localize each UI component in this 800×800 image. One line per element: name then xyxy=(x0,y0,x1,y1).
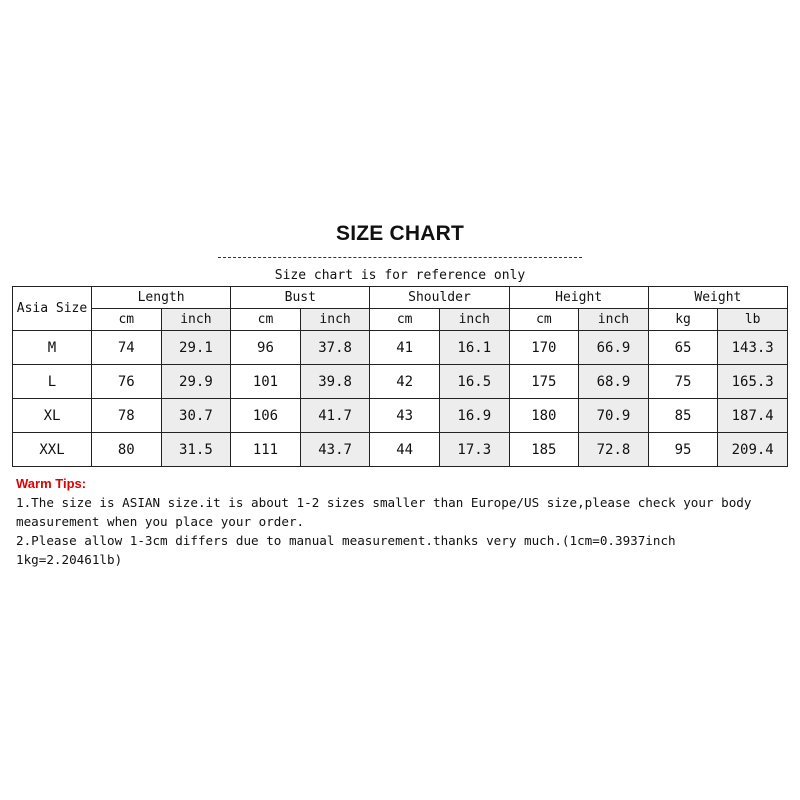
table-cell: 165.3 xyxy=(718,365,788,399)
table-row xyxy=(13,331,788,365)
table-cell: 85 xyxy=(648,399,718,433)
table-cell: 41 xyxy=(370,331,440,365)
table-cell: 39.8 xyxy=(300,365,370,399)
table-cell: 31.5 xyxy=(161,433,231,467)
table-cell: 180 xyxy=(509,399,579,433)
table-cell: 72.8 xyxy=(579,433,649,467)
size-cell: XXL xyxy=(13,433,92,467)
table-cell: 96 xyxy=(231,331,301,365)
tip-line: 1.The size is ASIAN size.it is about 1-2 sizes smaller than Europe/US size,please check your body measurement when you place your order. xyxy=(16,495,752,529)
table-cell: 80 xyxy=(92,433,162,467)
unit-header: cm xyxy=(509,309,579,331)
unit-header: lb xyxy=(718,309,788,331)
table-cell: 16.9 xyxy=(439,399,509,433)
shoulder-header: Shoulder xyxy=(370,287,509,309)
table-cell: 76 xyxy=(92,365,162,399)
unit-header: kg xyxy=(648,309,718,331)
unit-header: cm xyxy=(92,309,162,331)
table-cell: 111 xyxy=(231,433,301,467)
table-cell: 37.8 xyxy=(300,331,370,365)
unit-header: inch xyxy=(579,309,649,331)
table-cell: 65 xyxy=(648,331,718,365)
table-cell: 16.5 xyxy=(439,365,509,399)
table-cell: 43 xyxy=(370,399,440,433)
table-cell: 175 xyxy=(509,365,579,399)
unit-header: cm xyxy=(370,309,440,331)
table-cell: 68.9 xyxy=(579,365,649,399)
table-cell: 66.9 xyxy=(579,331,649,365)
table-cell: 30.7 xyxy=(161,399,231,433)
size-cell: XL xyxy=(13,399,92,433)
table-cell: 16.1 xyxy=(439,331,509,365)
table-cell: 29.9 xyxy=(161,365,231,399)
table-row xyxy=(13,399,788,433)
warm-tips xyxy=(16,474,786,569)
size-column-header: Asia Size xyxy=(13,287,92,331)
bust-header: Bust xyxy=(231,287,370,309)
unit-header: inch xyxy=(300,309,370,331)
table-cell: 17.3 xyxy=(439,433,509,467)
table-cell: 42 xyxy=(370,365,440,399)
size-cell: M xyxy=(13,331,92,365)
table-cell: 185 xyxy=(509,433,579,467)
length-header: Length xyxy=(92,287,231,309)
table-cell: 95 xyxy=(648,433,718,467)
table-cell: 209.4 xyxy=(718,433,788,467)
table-header-row xyxy=(13,287,788,309)
table-cell: 70.9 xyxy=(579,399,649,433)
table-cell: 75 xyxy=(648,365,718,399)
unit-header: inch xyxy=(439,309,509,331)
table-cell: 106 xyxy=(231,399,301,433)
table-cell: 187.4 xyxy=(718,399,788,433)
page-title: SIZE CHART xyxy=(336,222,464,245)
table-cell: 41.7 xyxy=(300,399,370,433)
table-row xyxy=(13,433,788,467)
title-divider xyxy=(218,257,582,258)
table-cell: 78 xyxy=(92,399,162,433)
table-cell: 170 xyxy=(509,331,579,365)
subtitle: Size chart is for reference only xyxy=(274,268,526,283)
size-chart-table xyxy=(12,286,788,467)
size-cell: L xyxy=(13,365,92,399)
table-cell: 29.1 xyxy=(161,331,231,365)
table-cell: 101 xyxy=(231,365,301,399)
unit-header: cm xyxy=(231,309,301,331)
warm-tips-heading: Warm Tips: xyxy=(16,476,87,491)
tip-line: 2.Please allow 1-3cm differs due to manual measurement.thanks very much.(1cm=0.3937inch 1kg=2.20461lb) xyxy=(16,533,676,567)
weight-header: Weight xyxy=(648,287,787,309)
table-unit-row xyxy=(13,309,788,331)
table-cell: 44 xyxy=(370,433,440,467)
table-cell: 143.3 xyxy=(718,331,788,365)
table-cell: 43.7 xyxy=(300,433,370,467)
table-row xyxy=(13,365,788,399)
table-cell: 74 xyxy=(92,331,162,365)
height-header: Height xyxy=(509,287,648,309)
unit-header: inch xyxy=(161,309,231,331)
